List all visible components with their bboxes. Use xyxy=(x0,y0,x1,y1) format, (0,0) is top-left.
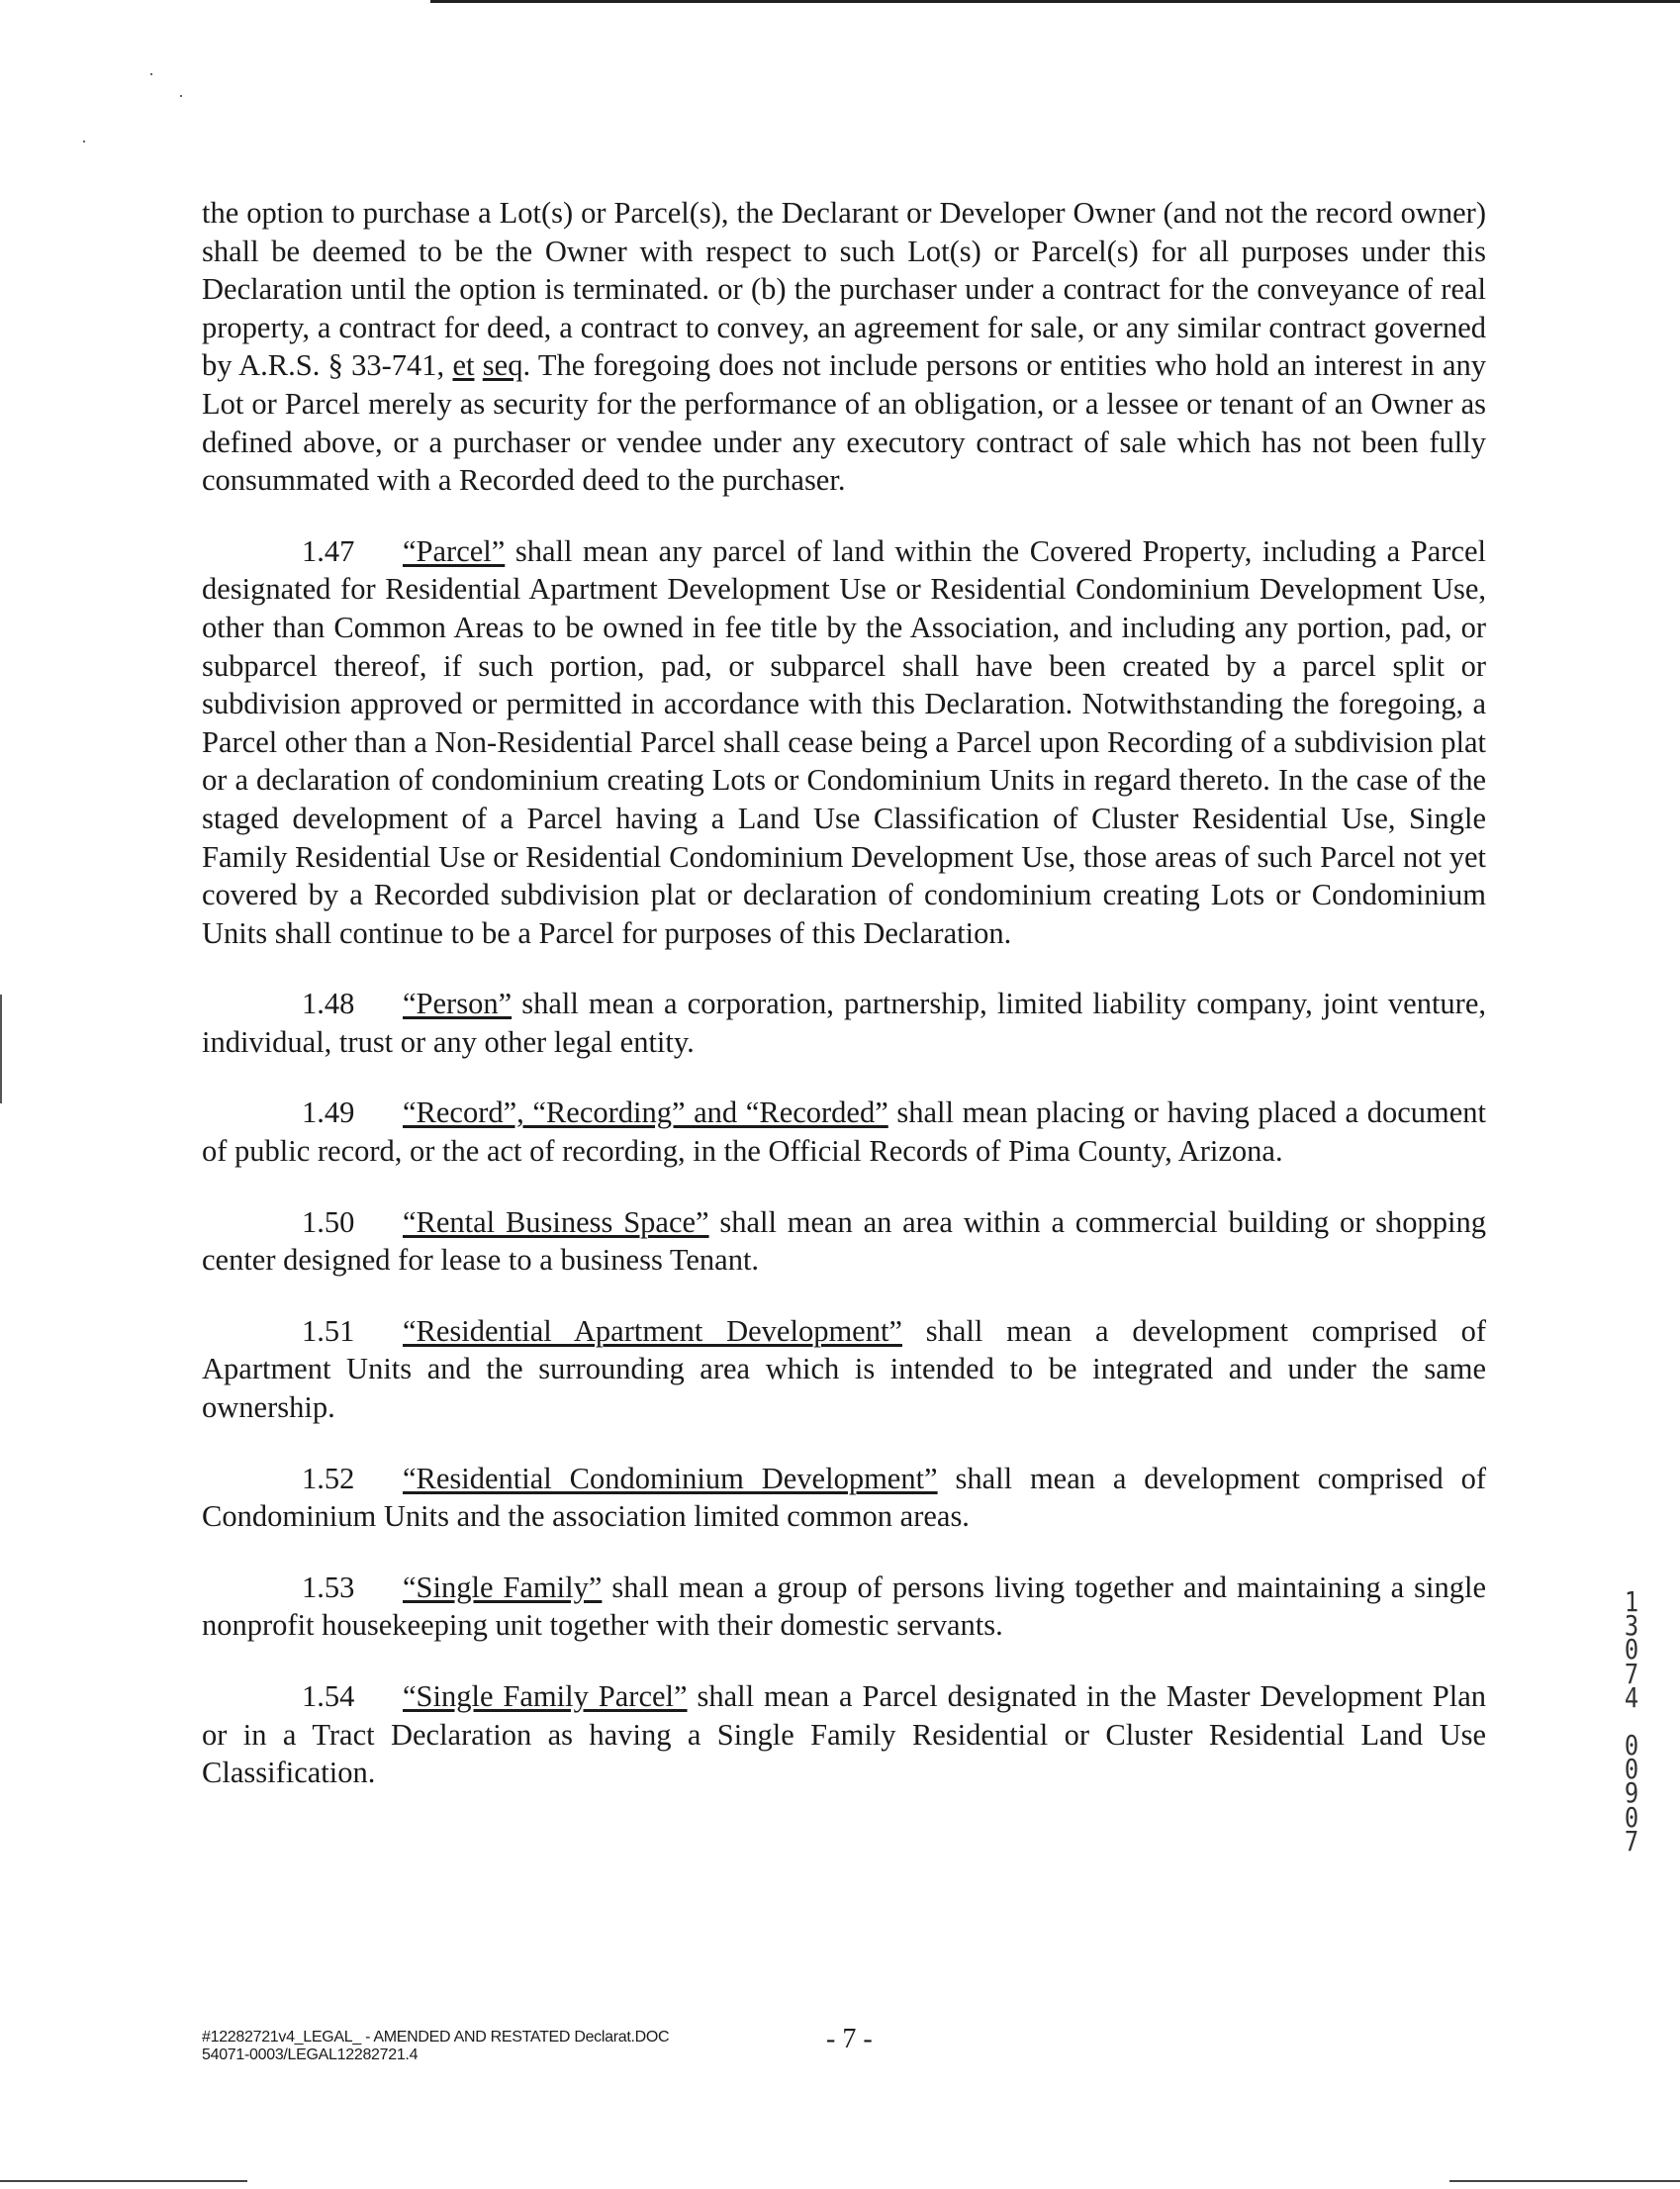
intro-text-after: . The foregoing does not include persons or entities who hold an interest in any Lot or Parcel merely as security for the performance of an obligation, or a lessee or tenant of an Owner as defined above, or a purchaser or vendee under any executory contract of sale which has not been fully consummated with a Recorded deed to the purchaser. xyxy=(202,348,1486,498)
section-1-54 xyxy=(202,1677,1486,1792)
section-text: shall mean any parcel of land within the Covered Property, including a Parcel designated for Residential Apartment Development Use or Residential Condominium Development Use, other than Common Areas to be owned in fee title by the Association, and including any portion, pad, or subparcel thereof, if such portion, pad, or subparcel shall have been created by a parcel split or subdivision approved or permitted in accordance with this Declaration. Notwithstanding the foregoing, a Parcel other than a Non-Residential Parcel shall cease being a Parcel upon Recording of a subdivision plat or a declaration of condominium creating Lots or Condominium Units in regard thereto. In the case of the staged development of a Parcel having a Land Use Classification of Cluster Residential Use, Single Family Residential Use or Residential Condominium Development Use, those areas of such Parcel not yet covered by a Recorded subdivision plat or declaration of condominium creating Lots or Condominium Units shall continue to be a Parcel for purposes of this Declaration. xyxy=(202,533,1486,950)
stamp-digit: 0 xyxy=(1624,1753,1639,1786)
section-text: shall mean a Parcel designated in the Master Development Plan or in a Tract Declaration as having a Single Family Residential or Cluster Residential Land Use Classification. xyxy=(202,1679,1486,1790)
section-text: shall mean a development comprised of Condominium Units and the association limited common areas. xyxy=(202,1461,1486,1534)
scan-speck xyxy=(180,95,182,97)
intro-text-before: the option to purchase a Lot(s) or Parcel(s), the Declarant or Developer Owner (and not the record owner) shall be deemed to be the Owner with respect to such Lot(s) or Parcel(s) for all purposes under this Declaration until the option is terminated. or (b) the purchaser under a contract for the conveyance of real property, a contract for deed, a contract to convey, an agreement for sale, or any similar contract governed by A.R.S. § 33-741, xyxy=(202,196,1486,383)
section-term: “Record”, “Recording” and “Recorded” xyxy=(403,1095,888,1130)
footer-line-2: 54071-0003/LEGAL12282721.4 xyxy=(202,2046,419,2063)
bottom-scan-rule-left xyxy=(0,2180,247,2182)
footer-doc-id xyxy=(202,2029,993,2064)
section-1-53 xyxy=(202,1569,1486,1645)
section-text: shall mean an area within a commercial building or shopping center designed for lease to a business Tenant. xyxy=(202,1204,1486,1278)
intro-seq: seq xyxy=(482,348,523,383)
stamp-digit: 0 xyxy=(1624,1800,1639,1834)
bottom-scan-rule-right xyxy=(1449,2180,1680,2182)
section-text: shall mean a group of persons living together and maintaining a single nonprofit housekeeping unit together with their domestic servants. xyxy=(202,1570,1486,1643)
section-term: “Person” xyxy=(403,987,513,1021)
section-term: “Parcel” xyxy=(403,533,506,568)
section-number: 1.52 xyxy=(302,1461,355,1495)
document-body xyxy=(202,194,1486,1825)
section-number: 1.54 xyxy=(302,1679,355,1713)
section-number: 1.53 xyxy=(302,1570,355,1604)
intro-paragraph xyxy=(202,194,1486,500)
section-term: “Single Family” xyxy=(403,1570,603,1604)
stamp-digit: 9 xyxy=(1624,1776,1639,1810)
top-scan-rule xyxy=(430,0,1680,3)
section-1-51 xyxy=(202,1312,1486,1427)
section-number: 1.50 xyxy=(302,1204,355,1239)
stamp-digit: 3 xyxy=(1624,1609,1639,1643)
section-1-52 xyxy=(202,1460,1486,1536)
stamp-digit: 1 xyxy=(1624,1585,1639,1618)
section-number: 1.51 xyxy=(302,1313,355,1348)
scan-speck xyxy=(150,73,152,75)
intro-et: et xyxy=(452,348,475,383)
page-number: - 7 - xyxy=(826,2024,873,2054)
section-term: “Single Family Parcel” xyxy=(403,1679,688,1713)
section-text: shall mean a development comprised of Apartment Units and the surrounding area which is intended to be integrated and under the same ownership. xyxy=(202,1313,1486,1425)
section-term: “Rental Business Space” xyxy=(403,1204,709,1239)
section-1-49 xyxy=(202,1094,1486,1170)
stamp-digit: 4 xyxy=(1624,1680,1639,1714)
section-term: “Residential Apartment Development” xyxy=(403,1313,902,1348)
section-term: “Residential Condominium Development” xyxy=(403,1461,938,1495)
section-1-47 xyxy=(202,532,1486,953)
footer-line-1: #12282721v4_LEGAL_ - AMENDED AND RESTATED Declarat.DOC xyxy=(202,2029,670,2046)
left-edge-scan-mark xyxy=(0,995,2,1103)
section-text: shall mean placing or having placed a document of public record, or the act of recording, in the Official Records of Pima County, Arizona. xyxy=(202,1095,1486,1169)
recording-number-stamp xyxy=(1617,1585,1646,1857)
section-1-50 xyxy=(202,1203,1486,1280)
stamp-digit: 7 xyxy=(1624,1824,1639,1857)
stamp-digit: 0 xyxy=(1624,1633,1639,1666)
scan-speck xyxy=(83,141,85,143)
section-number: 1.48 xyxy=(302,987,355,1021)
section-number: 1.47 xyxy=(302,533,355,568)
section-text: shall mean a corporation, partnership, limited liability company, joint venture, individual, trust or any other legal entity. xyxy=(202,987,1486,1059)
stamp-digit: 0 xyxy=(1624,1729,1639,1762)
section-number: 1.49 xyxy=(302,1095,355,1130)
section-1-48 xyxy=(202,985,1486,1061)
stamp-digit: 7 xyxy=(1624,1657,1639,1690)
